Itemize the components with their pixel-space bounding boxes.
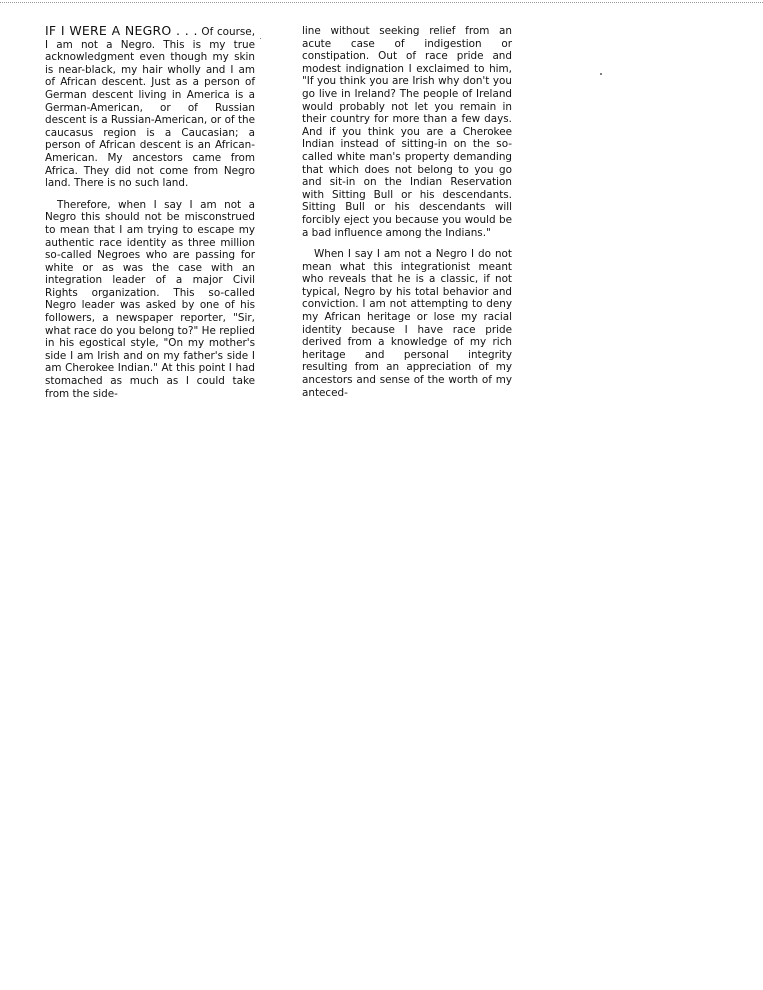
paragraph-text: Of course, I am not a Negro. This is my true acknowledgment even though my skin is near-black, my hair wholly and I am of African descent. Just as a person of German descent living in America is a German-American, or of Russian descent is a Russian-American, or of the caucasus region is a Caucasian; a person of African descent is an African-American. My ancestors came from Africa. They did not come from Negro land. There is no such land. (45, 26, 256, 190)
top-dotted-rule (0, 2, 763, 3)
article-paragraph-1 (45, 25, 255, 190)
article-paragraph-2: Therefore, when I say I am not a Negro this should not be misconstrued to mean that I am trying to escape my authentic race identity as three million so-called Negroes who are passing for white or as was the case with an integration leader of a major Civil Rights organization. This so-called Negro leader was asked by one of his followers, a newspaper reporter, "Sir, what race do you belong to?" He replied in his egostical style, "On my mother's side I am Irish and on my father's side I am Cherokee Indian." At this point I had stomached as much as I could take from the side- (45, 198, 255, 400)
article-paragraph-4: When I say I am not a Negro I do not mean what this integrationist meant who reveals that he is a classic, if not typical, Negro by his total behavior and conviction. I am not attempting to deny my African heritage or lose my racial identity because I have race pride derived from a knowledge of my rich heritage and personal integrity resulting from an appreciation of my ancestors and sense of the worth of my anteced- (302, 248, 512, 399)
article-column-left (45, 25, 255, 400)
scan-speck (260, 38, 261, 39)
scan-speck (600, 73, 602, 75)
article-column-right (302, 25, 512, 399)
article-lead-in: IF I WERE A NEGRO . . . (45, 23, 198, 38)
article-paragraph-3: line without seeking relief from an acute case of indigestion or constipation. Out of race pride and modest indignation I exclaimed to him, "If you think you are Irish why don't you go live in Ireland? The people of Ireland would probably not let you remain in their country for more than a few days. And if you think you are a Cherokee Indian instead of sitting-in on the so-called white man's property demanding that which does not belong to you go and sit-in on the Indian Reservation with Sitting Bull or his descendants. Sitting Bull or his descendants will forcibly eject you because you would be a bad influence among the Indians." (302, 25, 512, 239)
